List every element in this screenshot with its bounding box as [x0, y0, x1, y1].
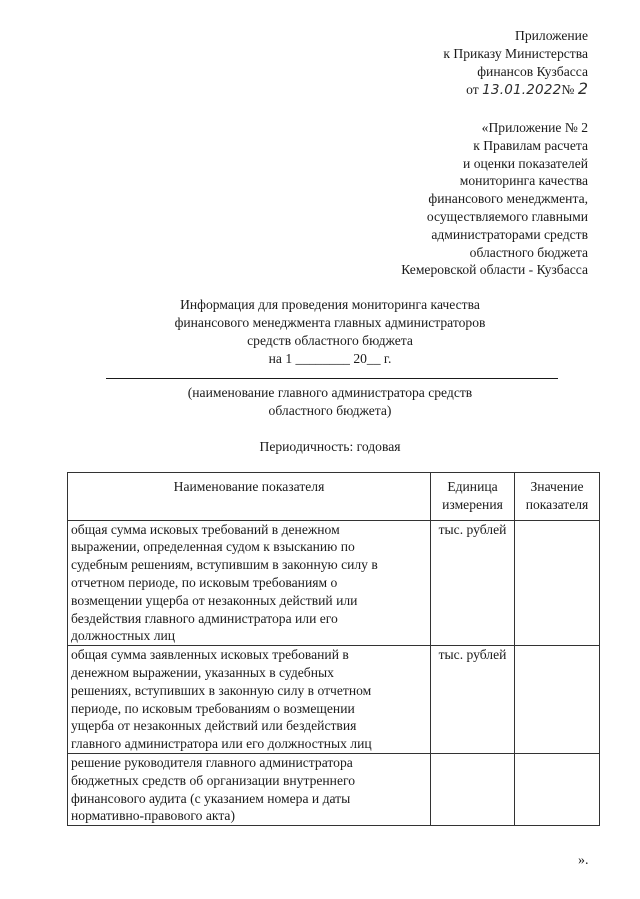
- unit-cell: тыс. рублей: [431, 646, 515, 754]
- admin-caption-line: (наименование главного администратора средств: [187, 385, 473, 400]
- value-cell[interactable]: [515, 753, 600, 825]
- rules-line: осуществляемого главными: [426, 208, 588, 224]
- header-unit: Единица измерения: [431, 473, 515, 521]
- table-row: [68, 520, 600, 646]
- indicator-name-cell: общая сумма исковых требований в денежном выражении, определенная судом к взысканию по судебным решениям, вступившим в законную силу в отчетном периоде, по исковым требованиям о возмещении ущерба от незаконных действий или бездействия главного администратора или его должностных лиц: [68, 520, 431, 646]
- appendix-title: Приложение: [515, 28, 588, 43]
- title-line: Информация для проведения мониторинга качества: [180, 297, 480, 312]
- indicator-name-cell: решение руководителя главного администратора бюджетных средств об организации внутреннего финансового аудита (с указанием номера и даты нормативно-правового акта): [68, 753, 431, 825]
- indicators-table: [67, 472, 600, 826]
- appendix-header: [443, 27, 588, 100]
- header-indicator-name: Наименование показателя: [68, 473, 431, 521]
- title-date-line: на 1 ________ 20__ г.: [268, 351, 392, 366]
- appendix-ministry: финансов Кузбасса: [477, 63, 588, 79]
- header-value: Значение показателя: [515, 473, 600, 521]
- rules-line: к Правилам расчета: [473, 137, 588, 153]
- date-prefix: от: [466, 82, 479, 98]
- periodicity: Периодичность: годовая: [259, 439, 401, 454]
- rules-line: областного бюджета: [469, 244, 588, 260]
- handwritten-date: 13.01.2022: [482, 82, 562, 99]
- title-line: средств областного бюджета: [247, 333, 413, 348]
- appendix-date-line: [443, 80, 588, 100]
- document-title: [0, 296, 640, 368]
- admin-caption: [0, 384, 640, 420]
- rules-line: администраторами средств: [431, 226, 588, 242]
- admin-caption-line: областного бюджета): [268, 403, 392, 418]
- table-row: [68, 646, 600, 754]
- unit-cell: [431, 753, 515, 825]
- appendix-order-ref: к Приказу Министерства: [443, 45, 588, 61]
- value-cell[interactable]: [515, 646, 600, 754]
- rules-line: Кемеровской области - Кузбасса: [401, 262, 588, 278]
- number-sign: №: [561, 82, 575, 98]
- table-row: [68, 753, 600, 825]
- indicator-name-cell: общая сумма заявленных исковых требований в денежном выражении, указанных в судебных решениях, вступивших в законную силу в отчетном периоде, по исковым требованиям о возмещении ущерба от незаконных действий или бездействия главного администратора или его должностных лиц: [68, 646, 431, 754]
- closing-quote: ».: [578, 853, 589, 868]
- admin-name-underline: [106, 378, 558, 379]
- title-line: финансового менеджмента главных администраторов: [174, 315, 486, 330]
- handwritten-number: 2: [577, 79, 588, 99]
- table-header-row: [68, 473, 600, 521]
- rules-line: и оценки показателей: [463, 155, 588, 171]
- rules-line: мониторинга качества: [459, 173, 588, 189]
- rules-line: «Приложение № 2: [481, 120, 588, 135]
- rules-line: финансового менеджмента,: [428, 191, 588, 207]
- rules-reference: [401, 119, 588, 279]
- unit-cell: тыс. рублей: [431, 520, 515, 646]
- value-cell[interactable]: [515, 520, 600, 646]
